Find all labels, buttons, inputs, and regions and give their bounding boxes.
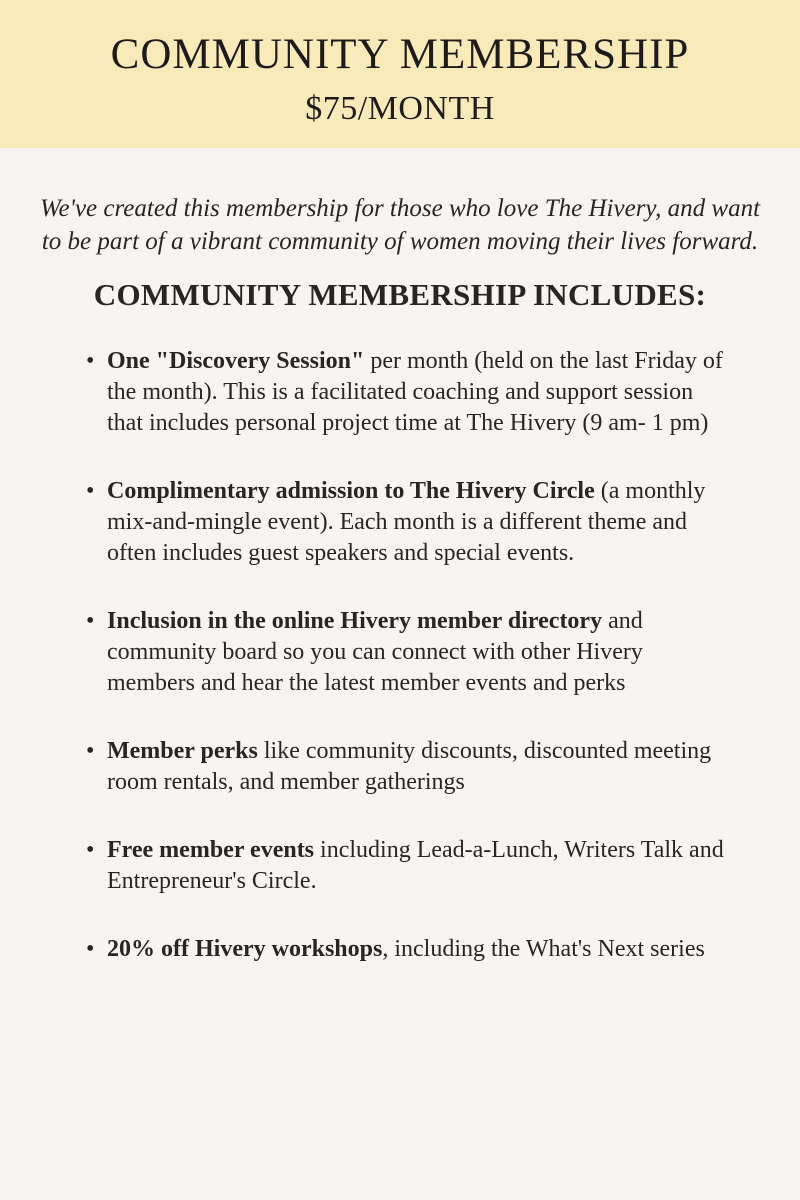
benefit-title: Inclusion in the online Hivery member directory [107,608,603,634]
benefit-title: Complimentary admission to The Hivery Circle [107,478,595,504]
bullet-icon: • [86,936,95,962]
benefit-title: Member perks [107,738,258,764]
benefit-description: per month (held on the last Friday of the month). This is a facilitated coaching and support session that includes personal project time at The Hivery (9 am- 1 pm) [107,348,723,436]
bullet-icon: • [86,608,95,634]
benefits-list [0,346,726,965]
benefit-item-member-perks [86,736,726,798]
bullet-icon: • [86,738,95,764]
header-banner [0,0,800,148]
page-title: COMMUNITY MEMBERSHIP [110,31,690,78]
benefit-title: Free member events [107,837,315,863]
benefit-description: and community board so you can connect with other Hivery members and hear the latest member events and perks [107,608,643,696]
benefit-item-hivery-circle [86,476,726,569]
benefit-description: including Lead-a-Lunch, Writers Talk and Entrepreneur's Circle. [107,837,724,894]
bullet-icon: • [86,837,95,863]
bullet-icon: • [86,478,95,504]
benefit-description: (a monthly mix-and-mingle event). Each month is a different theme and often includes guest speakers and special events. [107,478,706,566]
benefit-item-discovery-session [86,346,726,439]
benefit-title: 20% off Hivery workshops [107,936,383,962]
bullet-icon: • [86,348,95,374]
price-label: $75/MONTH [305,90,495,127]
benefit-item-free-events [86,835,726,897]
includes-heading: COMMUNITY MEMBERSHIP INCLUDES: [93,277,707,312]
benefit-description: , including the What's Next series [382,936,705,962]
intro-text: We've created this membership for those who love The Hivery, and want to be part of a vibrant community of women moving their lives forward. [39,195,761,255]
benefit-item-member-directory [86,606,726,699]
benefit-description: like community discounts, discounted meeting room rentals, and member gatherings [107,738,712,795]
benefit-title: One "Discovery Session" [107,348,365,374]
benefit-item-workshop-discount [86,934,726,965]
